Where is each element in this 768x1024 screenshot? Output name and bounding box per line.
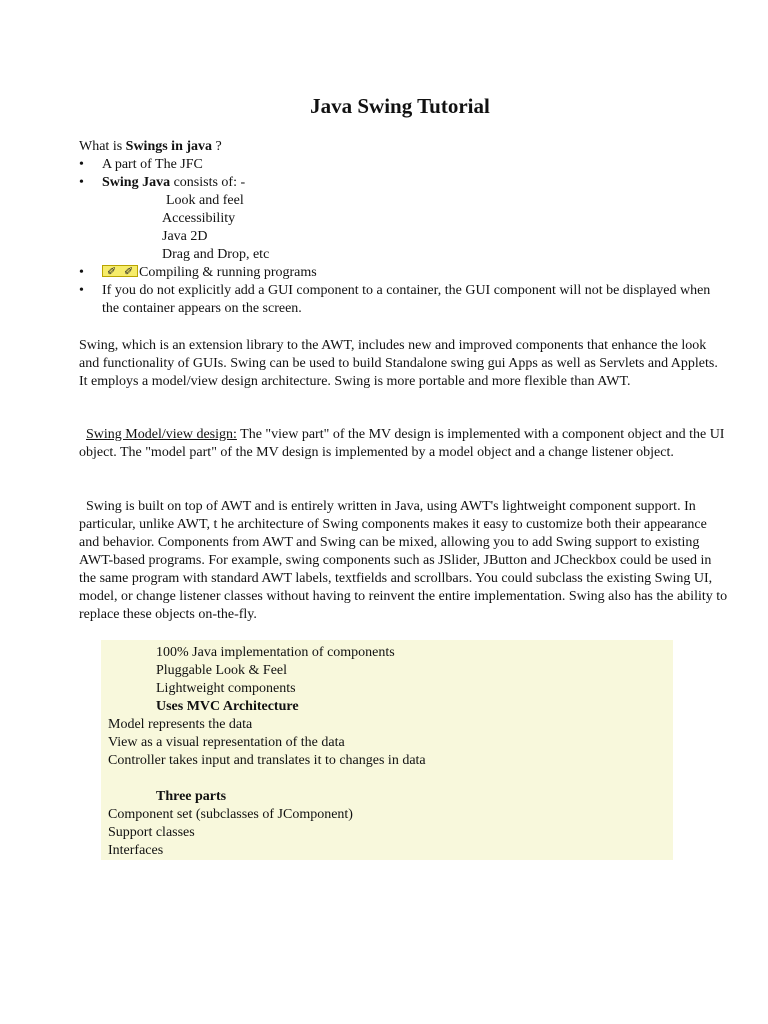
bullet-text: A part of The JFC xyxy=(102,157,203,172)
sub-list xyxy=(102,192,729,264)
bullet-dot-icon: • xyxy=(79,157,84,172)
bullet-dot-icon: • xyxy=(79,175,84,190)
bullet-item xyxy=(79,282,729,318)
built-on-awt-text: Swing is built on top of AWT and is entirely written in Java, using AWT's lightweight component support. In particular, unlike AWT, t he architecture of Swing components makes it easy to customize both their appearance and behavior. Components from AWT and Swing can be mixed, allowing you to add Swing support to existing AWT-based programs. For example, swing components such as JSlider, JButton and JCheckbox could be used in the same program with standard AWT labels, textfields and scrollbars. You could subclass the existing Swing UI, model, or change listener classes without having to reinvent the entire implementation. Swing also has the ability to replace these objects on-the-fly. xyxy=(79,499,728,622)
paragraph-built-on-awt xyxy=(79,498,729,624)
paragraph-model-view xyxy=(79,426,729,462)
page-title: Java Swing Tutorial xyxy=(310,94,490,118)
mvc-item: Controller takes input and translates it to changes in data xyxy=(108,753,426,768)
mvc-heading: Uses MVC Architecture xyxy=(156,699,299,714)
feature-item: 100% Java implementation of components xyxy=(156,645,395,660)
question-bold: Swings in java xyxy=(125,139,213,154)
parts-item: Support classes xyxy=(108,825,195,840)
feature-item: Pluggable Look & Feel xyxy=(156,663,288,678)
model-view-heading: Swing Model/view design: xyxy=(86,427,237,442)
bullet-item xyxy=(79,174,729,264)
parts-item: Interfaces xyxy=(108,843,164,858)
bullet-text: If you do not explicitly add a GUI component to a container, the GUI component will not be displayed when the container appears on the screen. xyxy=(102,283,711,316)
question-suffix: ? xyxy=(212,139,222,154)
intro-question xyxy=(79,138,222,156)
bullet-text: Compiling & running programs xyxy=(139,265,317,280)
bullet-dot-icon: • xyxy=(79,265,84,280)
summary-panel xyxy=(101,640,673,860)
sub-item: Look and feel xyxy=(166,193,244,208)
parts-item: Component set (subclasses of JComponent) xyxy=(108,807,353,822)
sub-item: Drag and Drop, etc xyxy=(162,247,270,262)
mvc-item: View as a visual representation of the data xyxy=(108,735,345,750)
sub-item: Java 2D xyxy=(162,229,208,244)
bullet-list xyxy=(79,156,729,318)
paragraph-awt-extension: Swing, which is an extension library to the AWT, includes new and improved components that enhance the look and functionality of GUIs. Swing can be used to build Standalone swing gui Apps as well as Servlets and Applets. It employs a model/view design architecture. Swing is more portable and more flexible than AWT. xyxy=(79,338,718,389)
model-view-body: The "view part" of the MV design is implemented with a component object and the UI object. The "model part" of the MV design is implemented by a model object and a change listener object. xyxy=(79,427,725,460)
bullet-item xyxy=(79,264,729,282)
feature-item: Lightweight components xyxy=(156,681,296,696)
mvc-item: Model represents the data xyxy=(108,717,253,732)
bullet-bold-text: Swing Java xyxy=(102,175,171,190)
bullet-item xyxy=(79,156,729,174)
pencil-icon: ✐ ✐ xyxy=(102,265,138,277)
sub-item: Accessibility xyxy=(162,211,236,226)
parts-heading: Three parts xyxy=(156,789,227,804)
bullet-text: consists of: - xyxy=(170,175,246,190)
question-prefix: What is xyxy=(79,139,126,154)
bullet-dot-icon: • xyxy=(79,283,84,298)
